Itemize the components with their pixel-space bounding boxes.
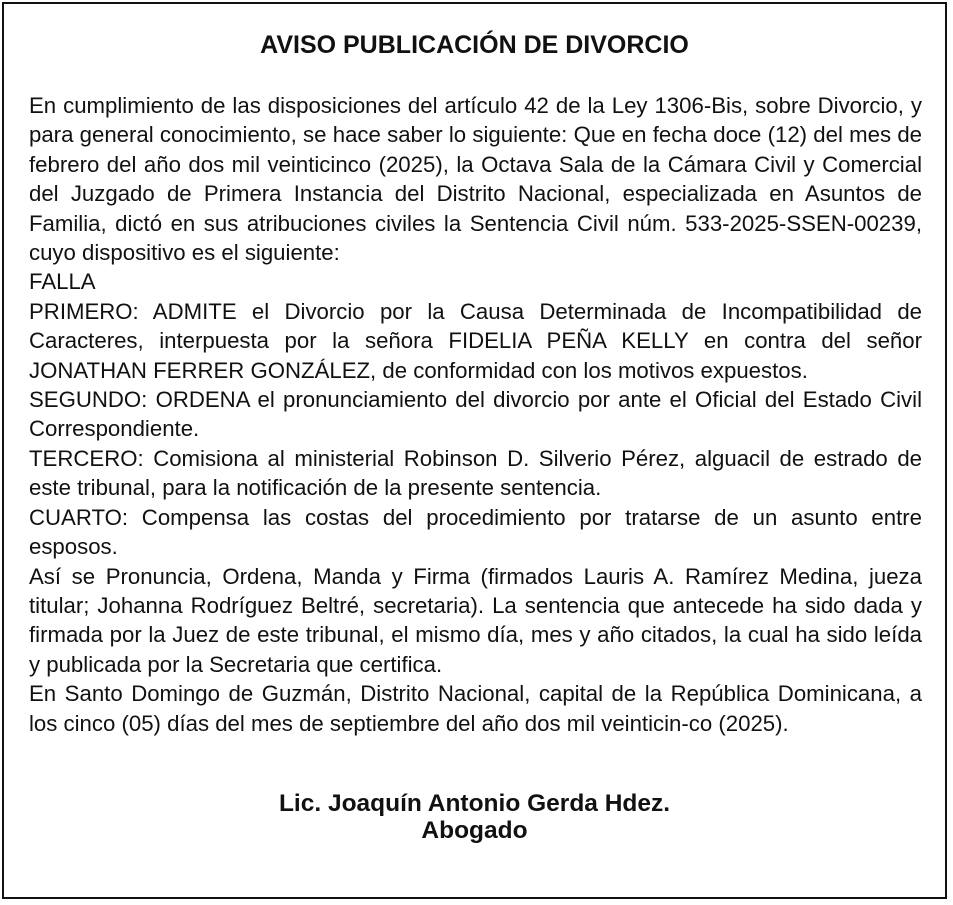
intro-paragraph: En cumplimiento de las disposiciones del artículo 42 de la Ley 1306-Bis, sobre Divorcio, y para general conocimiento, se hace saber lo siguiente: Que en fecha doce (12) del mes de febrero del año dos mil veinticinco (2025), la Octava Sala de la Cámara Civil y Comercial del Juzgado de Primera Instancia del Distrito Nacional, especializada en Asuntos de Familia, dictó en sus atribuciones civiles la Sentencia Civil núm. 533-2025-SSEN-00239, cuyo dispositivo es el siguiente: [29, 93, 922, 266]
notice-frame [2, 2, 947, 899]
signature-name: Lic. Joaquín Antonio Gerda Hdez. [278, 790, 671, 817]
signature-block [4, 790, 945, 844]
tercero-paragraph: TERCERO: Comisiona al ministerial Robinson D. Silverio Pérez, alguacil de estrado de este tribunal, para la notificación de la presente sentencia. [29, 445, 922, 501]
cuarto-paragraph: CUARTO: Compensa las costas del procedimiento por tratarse de un asunto entre esposos. [29, 504, 922, 560]
pronouncement-paragraph: Así se Pronuncia, Ordena, Manda y Firma (firmados Lauris A. Ramírez Medina, jueza titular; Johanna Rodríguez Beltré, secretaria). La sentencia que antecede ha sido dada y firmada por la Juez de este tribunal, el mismo día, mes y año citados, la cual ha sido leída y publicada por la Secretaria que certifica. [29, 563, 922, 677]
notice-body [29, 91, 922, 738]
primero-paragraph: PRIMERO: ADMITE el Divorcio por la Causa Determinada de Incompatibilidad de Caracteres, interpuesta por la señora FIDELIA PEÑA KELLY en contra del señor JONATHAN FERRER GONZÁLEZ, de conformidad con los motivos expuestos. [29, 298, 922, 383]
falla-heading: FALLA [29, 269, 96, 295]
segundo-paragraph: SEGUNDO: ORDENA el pronunciamiento del divorcio por ante el Oficial del Estado Civil Correspondiente. [29, 387, 922, 442]
place-date-paragraph: En Santo Domingo de Guzmán, Distrito Nacional, capital de la República Dominicana, a los cinco (05) días del mes de septiembre del año dos mil veinticin-co (2025). [29, 681, 922, 736]
notice-title: AVISO PUBLICACIÓN DE DIVORCIO [260, 31, 689, 59]
signature-role: Abogado [421, 817, 528, 844]
